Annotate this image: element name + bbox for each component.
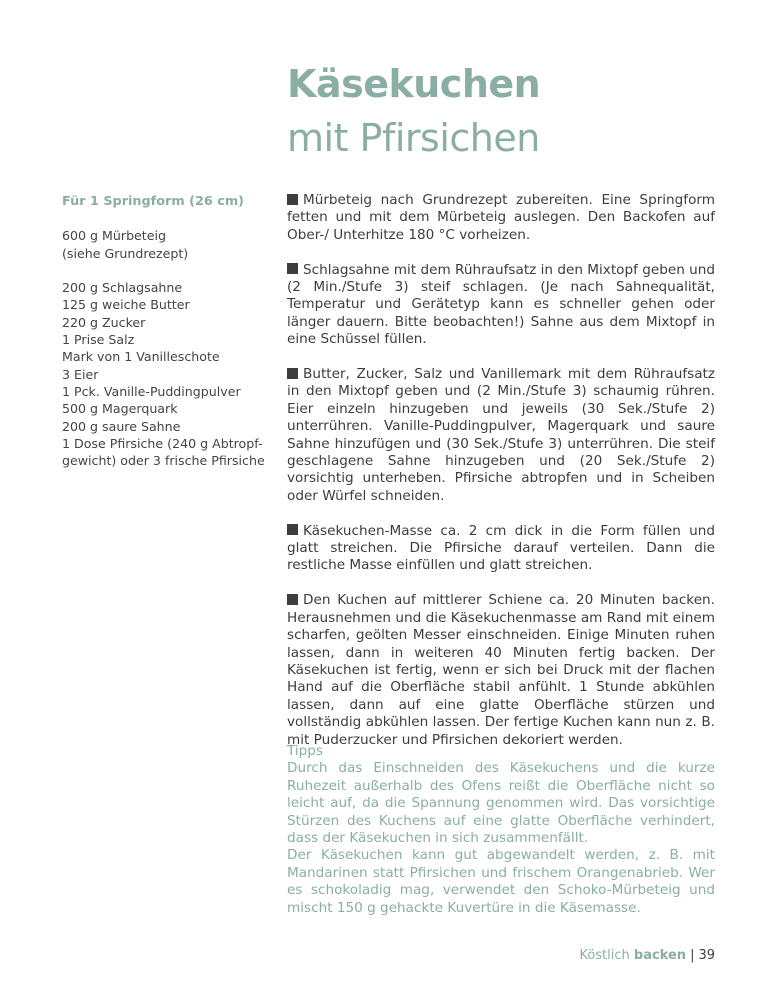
footer-brand-light: Köstlich [579, 948, 630, 963]
footer-separator: | [690, 948, 695, 963]
footer-brand-bold: backen [633, 948, 687, 963]
step-text: Butter, Zucker, Salz und Vanillemark mit dem Rühraufsatz in den Mixtopf geben und (2 Min./Stufe 3) schaumig rühren. Eier einzeln hinzugeben und jeweils (30 Sek./Stufe 2) unterrühren. Vanille-Puddingpulver, Magerquark und saure Sahne hinzufügen und (30 Sek./Stufe 3) unterrühren. Die steif geschlagene Sahne hinzugeben und (20 Sek./Stufe 2) vorsichtig unterheben. Pfirsiche abtropfen und in Scheiben oder Würfel schneiden. [287, 366, 715, 504]
instruction-step [287, 592, 715, 749]
recipe-title: Käsekuchen [287, 62, 541, 106]
ingredient-item: 1 Dose Pfirsiche (240 g Abtropf- [62, 435, 263, 451]
ingredients-column [62, 193, 267, 487]
tips-section [287, 743, 715, 917]
ingredient-item: 500 g Magerquark [62, 401, 178, 417]
ingredients-heading: Für 1 Springform (26 cm) [62, 194, 245, 209]
tips-heading: Tipps [287, 743, 324, 759]
square-bullet-icon [287, 368, 298, 379]
step-text: Käsekuchen-Masse ca. 2 cm dick in die Form füllen und glatt streichen. Die Pfirsiche darauf verteilen. Dann die restliche Masse einfüllen und glatt streichen. [287, 522, 715, 574]
instruction-step [287, 262, 715, 349]
ingredient-item: gewicht) oder 3 frische Pfirsiche [62, 453, 265, 469]
ingredient-item: 220 g Zucker [62, 314, 146, 330]
ingredient-item: 1 Pck. Vanille-Puddingpulver [62, 383, 241, 399]
ingredient-item: (siehe Grundrezept) [62, 245, 189, 261]
page-footer [579, 948, 715, 963]
step-text: Schlagsahne mit dem Rühraufsatz in den Mixtopf geben und (2 Min./Stufe 3) steif schlagen. (Je nach Sahnequalität, Temperatur und Gerätetyp kann es schneller gehen oder länger dauern. Bitte beobachten!) Sahne aus dem Mixtopf in eine Schüssel füllen. [287, 261, 715, 348]
ingredient-group [62, 227, 267, 262]
square-bullet-icon [287, 194, 298, 205]
square-bullet-icon [287, 594, 298, 605]
ingredient-item: 1 Prise Salz [62, 332, 135, 348]
tip-paragraph: Der Käsekuchen kann gut abgewandelt werden, z. B. mit Mandarinen statt Pfirsichen und frischem Orangenabrieb. Wer es schokoladig mag, verwendet den Schoko-Mürbeteig und mischt 150 g gehackte Kuvertüre in die Käsemasse. [287, 847, 715, 916]
square-bullet-icon [287, 524, 298, 535]
recipe-subtitle: mit Pfirsichen [287, 116, 540, 160]
instruction-step [287, 366, 715, 505]
ingredient-item: 600 g Mürbeteig [62, 228, 166, 244]
instructions-column [287, 192, 715, 766]
ingredient-item: 3 Eier [62, 366, 99, 382]
square-bullet-icon [287, 263, 298, 274]
instruction-step [287, 192, 715, 244]
tip-paragraph: Durch das Einschneiden des Käsekuchens und die kurze Ruhezeit außerhalb des Ofens reißt die Oberfläche nicht so leicht auf, da die Spannung genommen wird. Das vorsichtige Stürzen des Kuchens auf eine glatte Oberfläche verhindert, dass der Käsekuchen in sich zusammenfällt. [287, 760, 715, 847]
ingredient-item: 125 g weiche Butter [62, 297, 190, 313]
step-text: Den Kuchen auf mittlerer Schiene ca. 20 Minuten backen. Herausnehmen und die Käsekuchenmasse am Rand mit einem scharfen, geölten Messer einschneiden. Einige Minuten ruhen lassen, dann in weiteren 40 Minuten fertig backen. Der Käsekuchen ist fertig, wenn er sich bei Druck mit der flachen Hand auf die Oberfläche stabil anfühlt. 1 Stunde abkühlen lassen, dann auf eine glatte Oberfläche stürzen und vollständig abkühlen lassen. Der fertige Kuchen kann nun z. B. mit Puderzucker und Pfirsichen dekoriert werden. [287, 592, 715, 748]
ingredient-item: 200 g saure Sahne [62, 418, 181, 434]
ingredient-item: 200 g Schlagsahne [62, 280, 183, 296]
page-number: 39 [698, 948, 715, 963]
instruction-step [287, 523, 715, 575]
ingredient-item: Mark von 1 Vanilleschote [62, 349, 220, 365]
ingredient-group [62, 279, 267, 469]
step-text: Mürbeteig nach Grundrezept zubereiten. Eine Springform fetten und mit dem Mürbeteig auslegen. Den Backofen auf Ober-/ Unterhitze 180 °C vorheizen. [287, 192, 715, 243]
